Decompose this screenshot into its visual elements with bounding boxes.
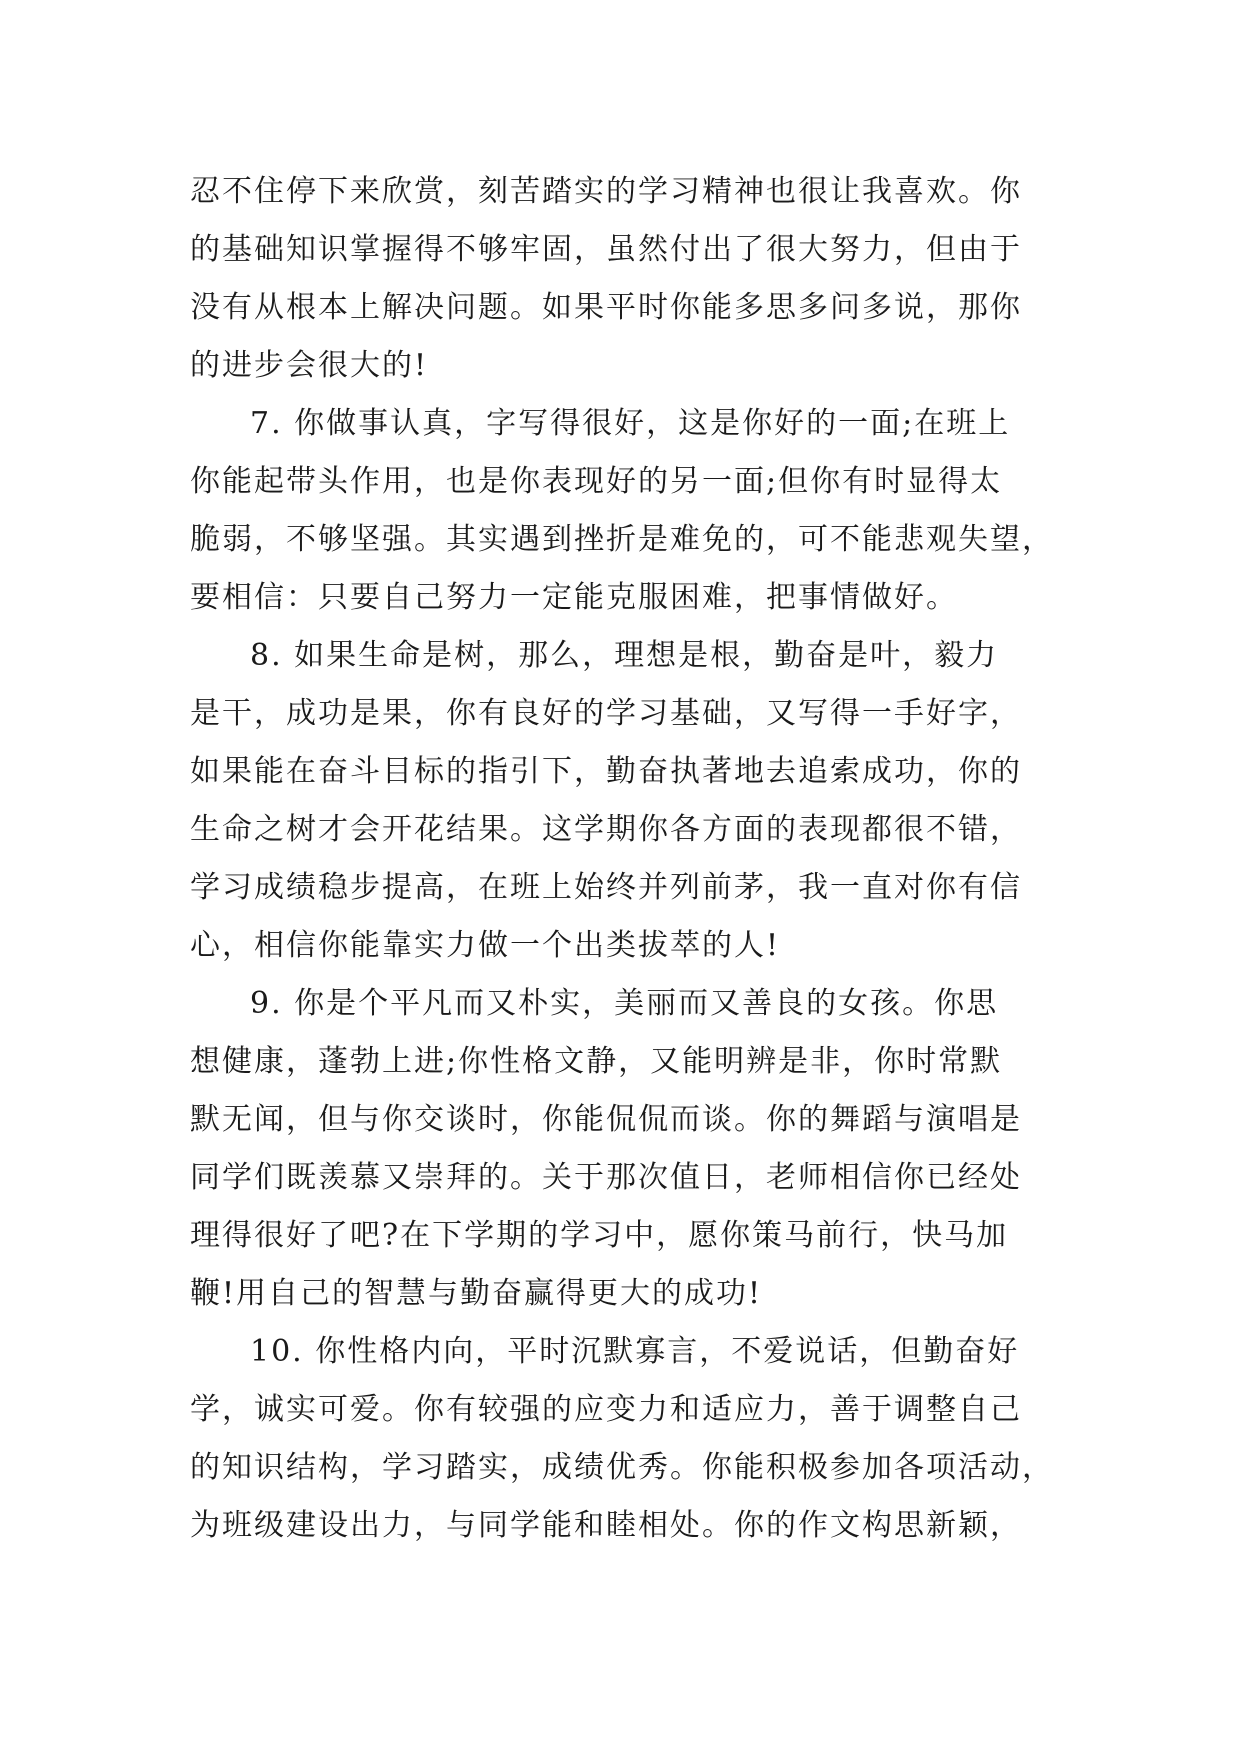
paragraph-start-line: 9. 你是个平凡而又朴实，美丽而又善良的女孩。你思 [250,986,999,1021]
text-line: 的知识结构，学习踏实，成绩优秀。你能积极参加各项活动， [190,1450,1054,1485]
document-body [190,163,1060,1555]
text-line: 的进步会很大的! [190,348,429,383]
paragraph-start-line: 8. 如果生命是树，那么，理想是根，勤奋是叶，毅力 [250,638,999,673]
text-line: 脆弱，不够坚强。其实遇到挫折是难免的，可不能悲观失望， [190,522,1054,557]
text-line: 你能起带头作用，也是你表现好的另一面;但你有时显得太 [190,464,1003,499]
text-line: 没有从根本上解决问题。如果平时你能多思多问多说，那你 [190,290,1022,325]
text-line: 同学们既羡慕又崇拜的。关于那次值日，老师相信你已经处 [190,1160,1022,1195]
text-line: 的基础知识掌握得不够牢固，虽然付出了很大努力，但由于 [190,232,1022,267]
text-line: 学习成绩稳步提高，在班上始终并列前茅，我一直对你有信 [190,870,1022,905]
text-line: 是干，成功是果，你有良好的学习基础，又写得一手好字， [190,696,1022,731]
text-line: 忍不住停下来欣赏，刻苦踏实的学习精神也很让我喜欢。你 [190,174,1022,209]
text-line: 学，诚实可爱。你有较强的应变力和适应力，善于调整自己 [190,1392,1022,1427]
paragraph-start-line: 10. 你性格内向，平时沉默寡言，不爱说话，但勤奋好 [250,1334,1020,1369]
text-line: 想健康，蓬勃上进;你性格文静，又能明辨是非，你时常默 [190,1044,1003,1079]
text-line: 要相信：只要自己努力一定能克服困难，把事情做好。 [190,580,958,615]
text-line: 默无闻，但与你交谈时，你能侃侃而谈。你的舞蹈与演唱是 [190,1102,1022,1137]
text-line: 鞭!用自己的智慧与勤奋赢得更大的成功! [190,1276,763,1311]
text-line: 生命之树才会开花结果。这学期你各方面的表现都很不错， [190,812,1022,847]
text-line: 理得很好了吧?在下学期的学习中，愿你策马前行，快马加 [190,1218,1009,1253]
paragraph-start-line: 7. 你做事认真，字写得很好，这是你好的一面;在班上 [250,406,1011,441]
text-line: 如果能在奋斗目标的指引下，勤奋执著地去追索成功，你的 [190,754,1022,789]
text-line: 为班级建设出力，与同学能和睦相处。你的作文构思新颖， [190,1508,1022,1543]
text-line: 心，相信你能靠实力做一个出类拔萃的人! [190,928,781,963]
